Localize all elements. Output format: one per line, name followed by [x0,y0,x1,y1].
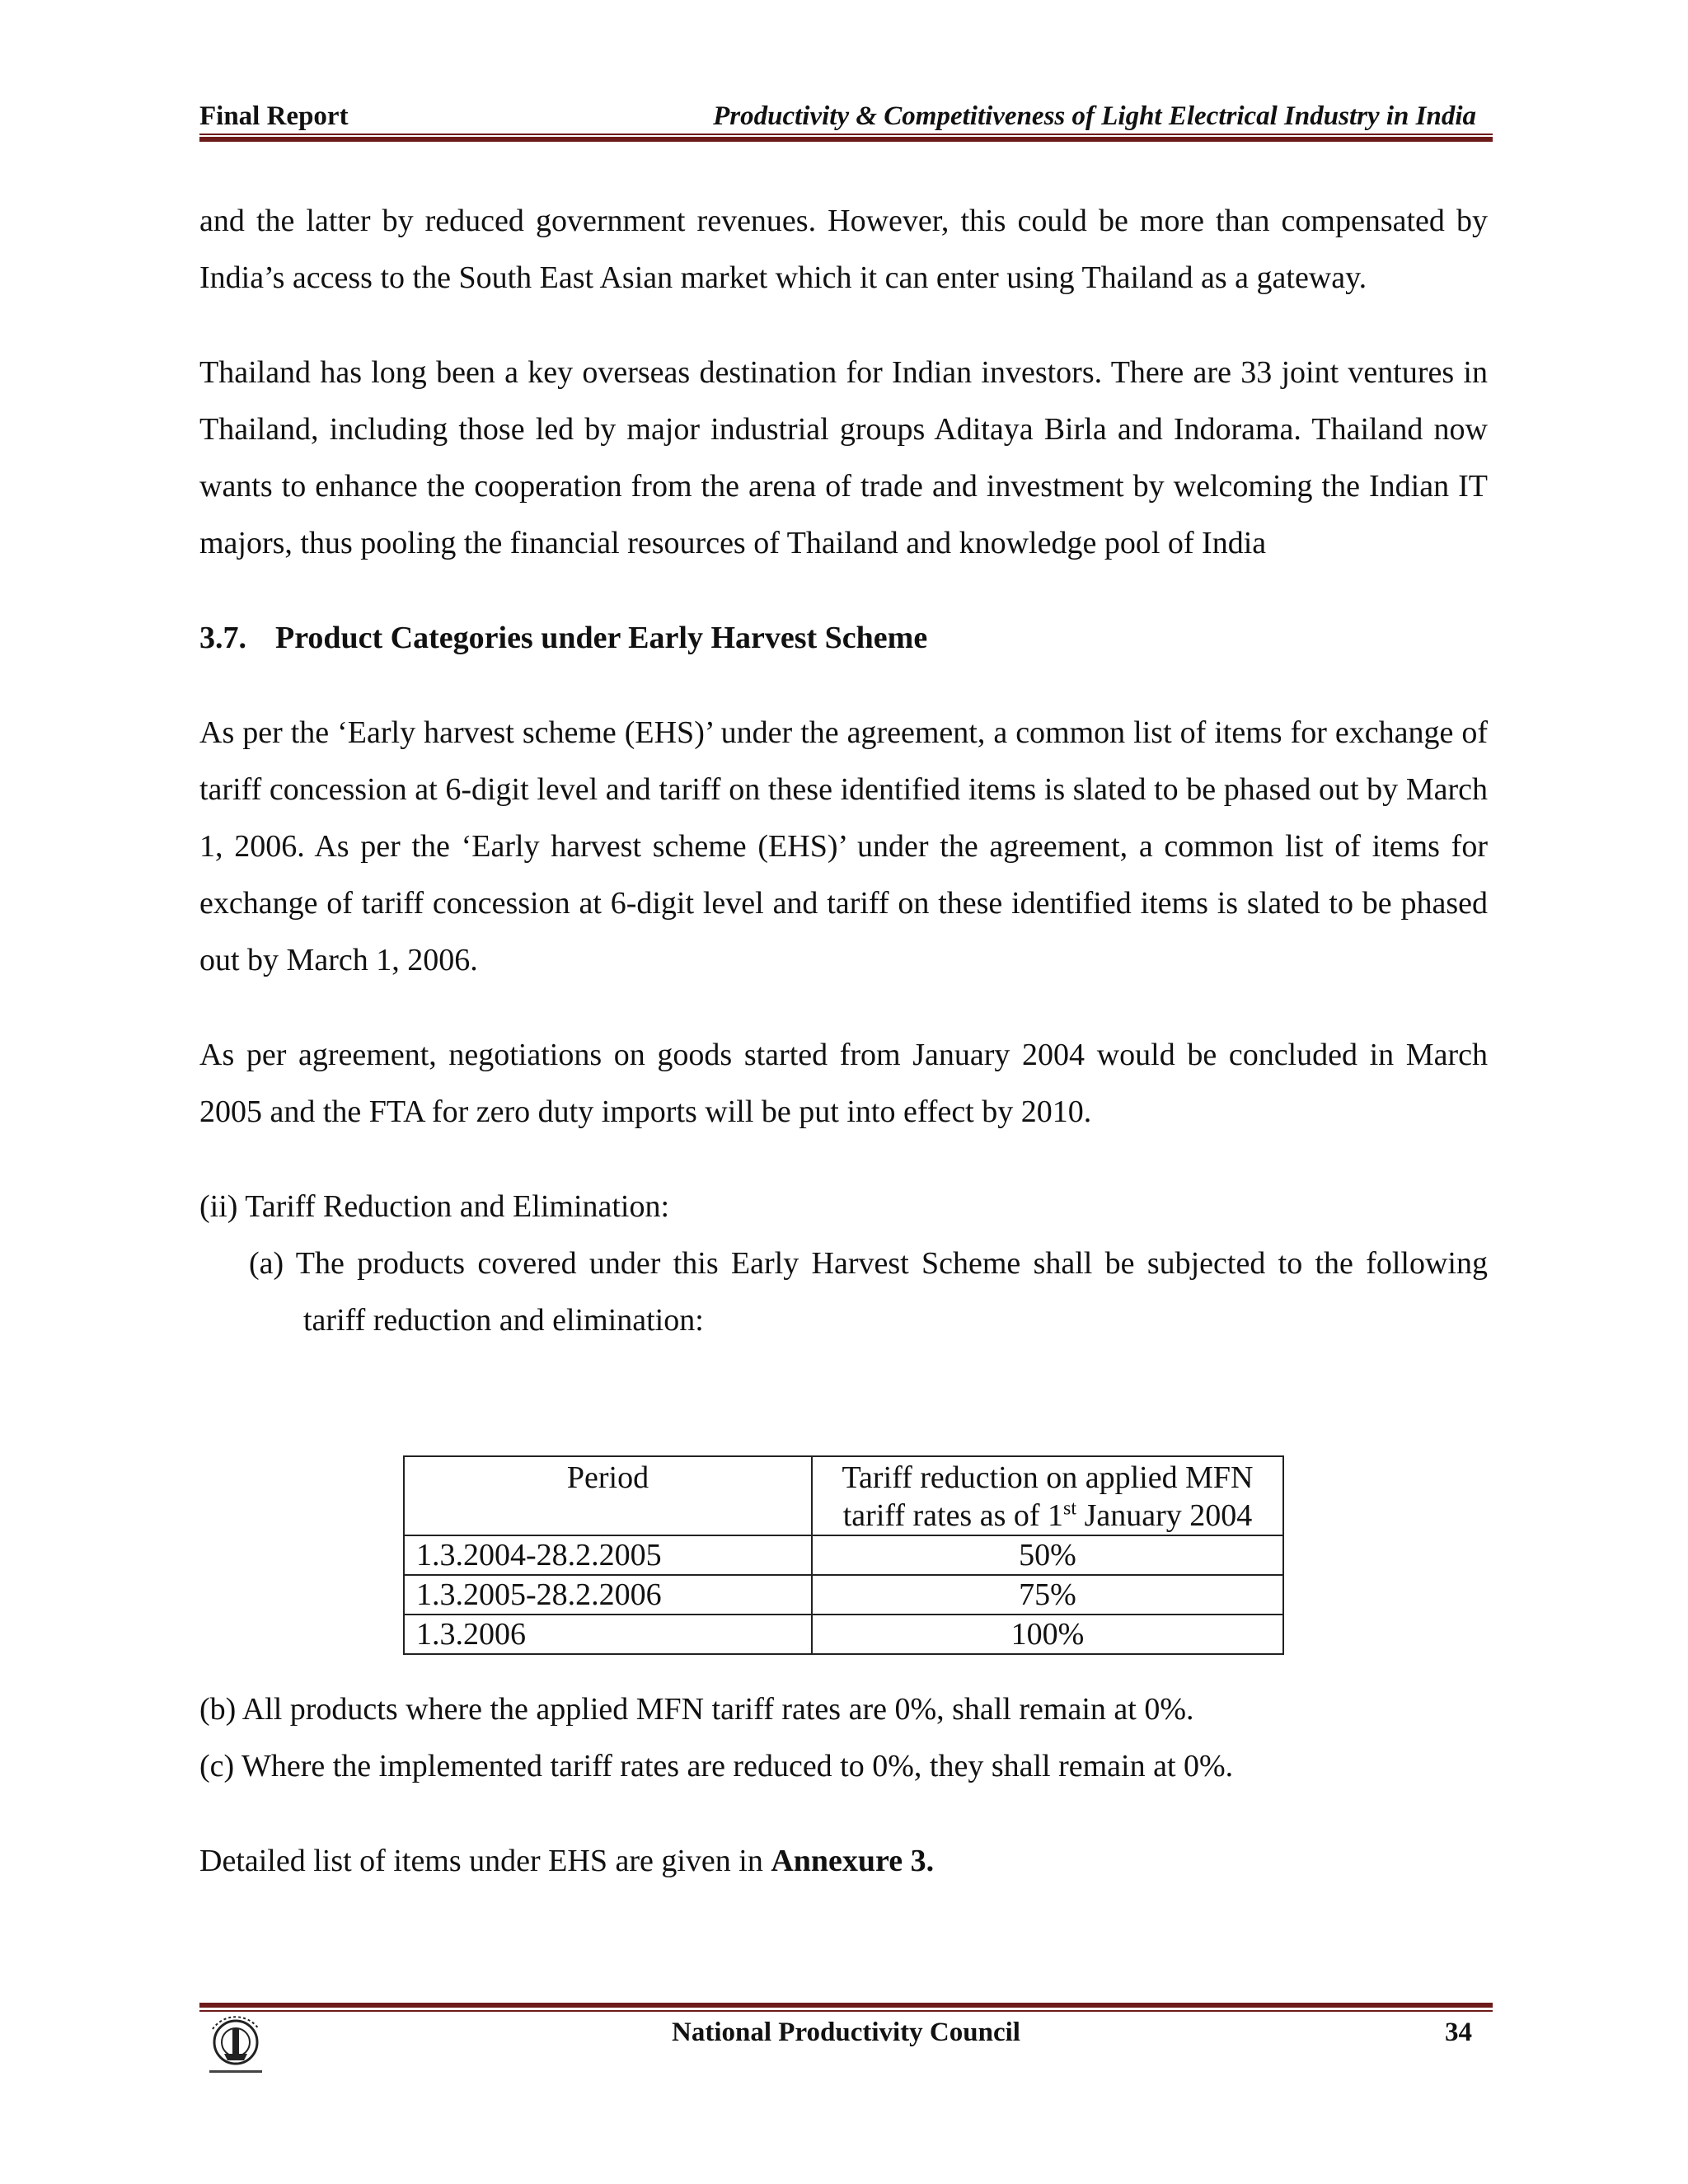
header-report-title: Productivity & Competitiveness of Light Electrical Industry in India [713,101,1476,131]
table-cell-value: 75% [812,1575,1283,1615]
page-header [199,97,1493,132]
paragraph-4: As per agreement, negotiations on goods started from January 2004 would be concluded in March 2005 and the FTA for zero duty imports will be put into effect by 2010. [199,1038,1488,1129]
column-header-reduction-line2-end: January 2004 [1076,1498,1253,1533]
column-header-reduction [812,1456,1283,1535]
page-body [199,193,1488,1349]
header-rule-thin [199,134,1493,135]
table-row [404,1575,1283,1615]
column-header-period: Period [404,1456,812,1535]
page-footer [199,2018,1493,2052]
footer-rule-thin [199,2010,1493,2012]
tariff-reduction-table [403,1455,1284,1655]
section-title: Product Categories under Early Harvest Scheme [275,621,928,655]
column-header-reduction-line2: tariff rates as of 1 [842,1498,1064,1533]
section-heading [199,610,1488,667]
footer-rules [199,2003,1493,2012]
list-item-ii: (ii) Tariff Reduction and Elimination: [199,1189,670,1224]
list-item-c: (c) Where the implemented tariff rates are reduced to 0%, they shall remain at 0%. [199,1749,1234,1783]
table-cell-period: 1.3.2004-28.2.2005 [404,1535,812,1575]
footer-organization: National Productivity Council [672,2018,1020,2047]
footer-rule-thick [199,2003,1493,2008]
closing-text: Detailed list of items under EHS are given in [199,1844,771,1878]
table-cell-period: 1.3.2006 [404,1615,812,1654]
paragraph-1: and the latter by reduced government revenues. However, this could be more than compensated by India’s access to the South East Asian market which it can enter using Thailand as a gateway. [199,204,1488,295]
header-report-label: Final Report [199,101,349,131]
table-row [404,1535,1283,1575]
table-cell-period: 1.3.2005-28.2.2006 [404,1575,812,1615]
paragraph-3: As per the ‘Early harvest scheme (EHS)’ under the agreement, a common list of items for exchange of tariff concession at 6-digit level and tariff on these identified items is slated to be phased out by March 1, 2006. As per the ‘Early harvest scheme (EHS)’ under the agreement, a common list of items for exchange of tariff concession at 6-digit level and tariff on these identified items is slated to be phased out by March 1, 2006. [199,715,1488,977]
list-item-b: (b) All products where the applied MFN tariff rates are 0%, shall remain at 0%. [199,1692,1194,1727]
section-number: 3.7. [199,621,246,655]
page-number: 34 [1445,2018,1472,2047]
table-cell-value: 100% [812,1615,1283,1654]
table-cell-value: 50% [812,1535,1283,1575]
table-row [404,1615,1283,1654]
table-header-row [404,1456,1283,1535]
column-header-reduction-line1: Tariff reduction on applied MFN [842,1460,1254,1495]
column-header-superscript: st [1063,1497,1077,1520]
post-table-body [199,1681,1488,1890]
annexure-reference: Annexure 3. [771,1844,935,1878]
closing-line [199,1833,1488,1890]
header-rule-thick [199,137,1493,142]
paragraph-2: Thailand has long been a key overseas destination for Indian investors. There are 33 joint ventures in Thailand, including those led by major industrial groups Aditaya Birla and Indorama. Thailand now wants to enhance the cooperation from the arena of trade and investment by welcoming the Indian IT majors, thus pooling the financial resources of Thailand and knowledge pool of India [199,355,1488,560]
list-item-a: (a) The products covered under this Early Harvest Scheme shall be subjected to the following tariff reduction and elimination: [249,1246,1488,1338]
